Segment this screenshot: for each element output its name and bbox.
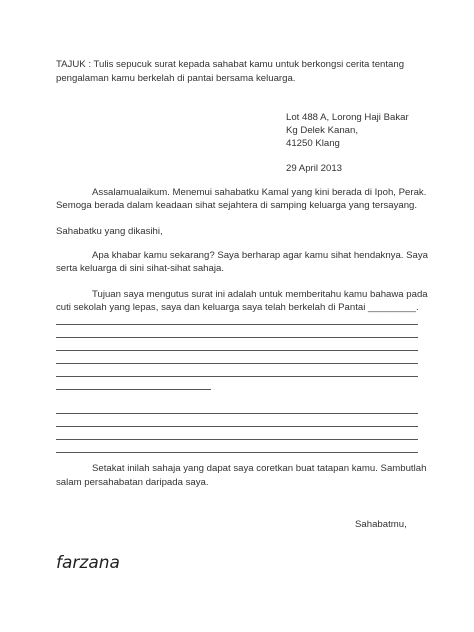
blank-line — [56, 426, 418, 427]
para1-line-1: Apa khabar kamu sekarang? Saya berharap agar kamu sihat hendaknya. Saya — [92, 250, 428, 261]
closing-line-1: Setakat inilah sahaja yang dapat saya coretkan buat tatapan kamu. Sambutlah — [92, 463, 427, 474]
signature: farzana — [56, 553, 120, 573]
tajuk-line-2: pengalaman kamu berkelah di pantai bersama keluarga. — [56, 73, 296, 84]
blank-line — [56, 324, 418, 325]
greeting-line-2: Semoga berada dalam keadaan sihat sejahtera di samping keluarga yang tersayang. — [56, 200, 418, 211]
closing-line-2: salam persahabatan daripada saya. — [56, 477, 209, 488]
tajuk-line-1: TAJUK : Tulis sepucuk surat kepada sahabat kamu untuk berkongsi cerita tentang — [56, 59, 405, 70]
blank-line — [56, 413, 418, 414]
address-line-3: 41250 Klang — [286, 138, 340, 149]
blank-line-short — [56, 389, 211, 390]
greeting-line-1: Assalamualaikum. Menemui sahabatku Kamal yang kini berada di Ipoh, Perak. — [92, 187, 427, 198]
address-line-1: Lot 488 A, Lorong Haji Bakar — [286, 112, 409, 123]
blank-line — [56, 376, 418, 377]
salutation: Sahabatku yang dikasihi, — [56, 226, 163, 237]
blank-line — [56, 363, 418, 364]
address-line-2: Kg Delek Kanan, — [286, 125, 358, 136]
para2-line-1: Tujuan saya mengutus surat ini adalah untuk memberitahu kamu bahawa pada — [92, 289, 428, 300]
para1-line-2: serta keluarga di sini sihat-sihat sahaja. — [56, 263, 224, 274]
blank-line — [56, 337, 418, 338]
blank-line — [56, 350, 418, 351]
blank-line — [56, 439, 418, 440]
para2-line-2: cuti sekolah yang lepas, saya dan keluarga saya telah berkelah di Pantai _________. — [56, 302, 419, 313]
blank-line — [56, 452, 418, 453]
letter-date: 29 April 2013 — [286, 163, 343, 174]
signoff: Sahabatmu, — [355, 519, 407, 530]
